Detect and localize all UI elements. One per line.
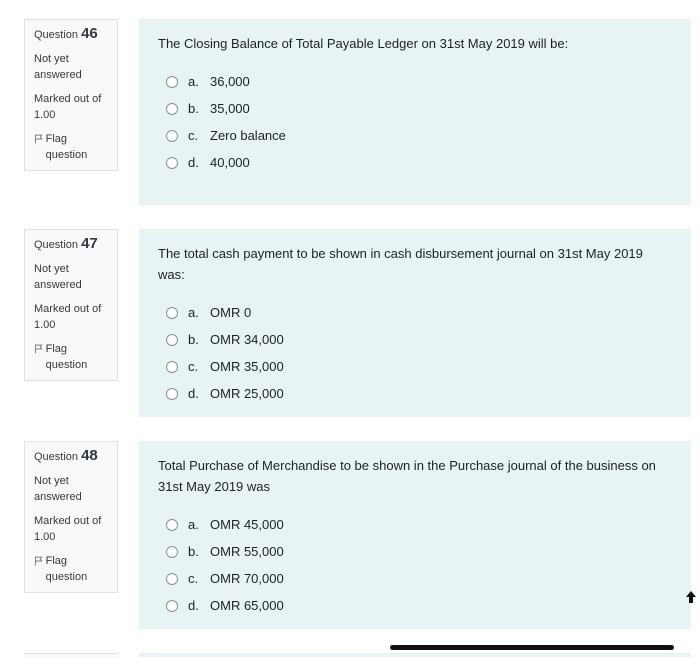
question-content-47 (139, 229, 691, 417)
flag-question-link[interactable] (34, 131, 109, 163)
answer-letter: a. (188, 305, 199, 320)
answer-option-a[interactable] (166, 68, 673, 95)
question-label: Question (34, 29, 79, 41)
answer-option-b[interactable] (166, 538, 673, 565)
radio-button[interactable] (166, 519, 178, 531)
answer-text: 35,000 (210, 101, 250, 116)
answer-text: OMR 65,000 (210, 598, 284, 613)
flag-question-label: Flag question (45, 555, 88, 583)
flag-question-link[interactable] (34, 553, 109, 585)
answer-text: OMR 45,000 (210, 517, 284, 532)
answer-option-b[interactable] (166, 95, 673, 122)
home-indicator-bar[interactable] (390, 645, 674, 650)
answer-options (158, 68, 673, 176)
scroll-up-arrow-icon[interactable] (685, 590, 697, 604)
answer-option-c[interactable] (166, 122, 673, 149)
radio-button[interactable] (166, 307, 178, 319)
radio-button[interactable] (166, 573, 178, 585)
question-number (34, 26, 109, 43)
flag-question-link[interactable] (34, 341, 109, 373)
question-content-48 (139, 441, 691, 629)
question-info-47 (24, 229, 118, 381)
radio-button[interactable] (166, 334, 178, 346)
answer-option-d[interactable] (166, 380, 673, 407)
answer-option-a[interactable] (166, 299, 673, 326)
answer-option-d[interactable] (166, 592, 673, 619)
question-label: Question (34, 239, 79, 251)
question-state: Not yet answered (34, 263, 82, 291)
answer-options (158, 511, 673, 619)
flag-icon (34, 556, 44, 566)
question-info-48 (24, 441, 118, 593)
flag-question-label: Flag question (45, 133, 88, 161)
answer-text: OMR 70,000 (210, 571, 284, 586)
answer-letter: c. (188, 128, 199, 143)
question-state: Not yet answered (34, 475, 82, 503)
answer-option-b[interactable] (166, 326, 673, 353)
question-info-46 (24, 19, 118, 171)
answer-text: OMR 34,000 (210, 332, 284, 347)
question-number-value: 48 (81, 447, 98, 464)
question-text: The Closing Balance of Total Payable Ledger on 31st May 2019 will be: (158, 36, 569, 51)
question-text: Total Purchase of Merchandise to be shown in the Purchase journal of the business on 31st May 2019 was (158, 458, 656, 494)
answer-text: 36,000 (210, 74, 250, 89)
flag-question-label: Flag question (45, 343, 88, 371)
radio-button[interactable] (166, 546, 178, 558)
flag-icon (34, 344, 44, 354)
answer-option-d[interactable] (166, 149, 673, 176)
answer-text: OMR 55,000 (210, 544, 284, 559)
answer-option-a[interactable] (166, 511, 673, 538)
next-question-info-edge (24, 653, 118, 658)
next-question-content-edge (139, 653, 691, 657)
question-number (34, 448, 109, 465)
question-label: Question (34, 451, 79, 463)
answer-letter: a. (188, 74, 199, 89)
radio-button[interactable] (166, 130, 178, 142)
answer-letter: c. (188, 571, 199, 586)
answer-letter: d. (188, 155, 199, 170)
answer-letter: a. (188, 517, 199, 532)
radio-button[interactable] (166, 388, 178, 400)
question-number-value: 47 (81, 235, 98, 252)
question-state: Not yet answered (34, 53, 82, 81)
answer-letter: b. (188, 544, 199, 559)
answer-letter: d. (188, 598, 199, 613)
answer-option-c[interactable] (166, 565, 673, 592)
answer-options (158, 299, 673, 407)
answer-letter: b. (188, 332, 199, 347)
radio-button[interactable] (166, 76, 178, 88)
answer-letter: b. (188, 101, 199, 116)
question-text: The total cash payment to be shown in cash disbursement journal on 31st May 2019 was: (158, 246, 643, 282)
radio-button[interactable] (166, 157, 178, 169)
answer-text: OMR 35,000 (210, 359, 284, 374)
question-number (34, 236, 109, 253)
question-grade: Marked out of 1.00 (34, 303, 102, 331)
question-content-46 (139, 19, 691, 205)
flag-icon (34, 134, 44, 144)
question-number-value: 46 (81, 25, 98, 42)
question-grade: Marked out of 1.00 (34, 515, 102, 543)
question-grade: Marked out of 1.00 (34, 93, 102, 121)
radio-button[interactable] (166, 600, 178, 612)
answer-text: Zero balance (210, 128, 286, 143)
answer-letter: c. (188, 359, 199, 374)
radio-button[interactable] (166, 361, 178, 373)
answer-text: OMR 25,000 (210, 386, 284, 401)
answer-letter: d. (188, 386, 199, 401)
answer-option-c[interactable] (166, 353, 673, 380)
answer-text: 40,000 (210, 155, 250, 170)
answer-text: OMR 0 (210, 305, 252, 320)
radio-button[interactable] (166, 103, 178, 115)
